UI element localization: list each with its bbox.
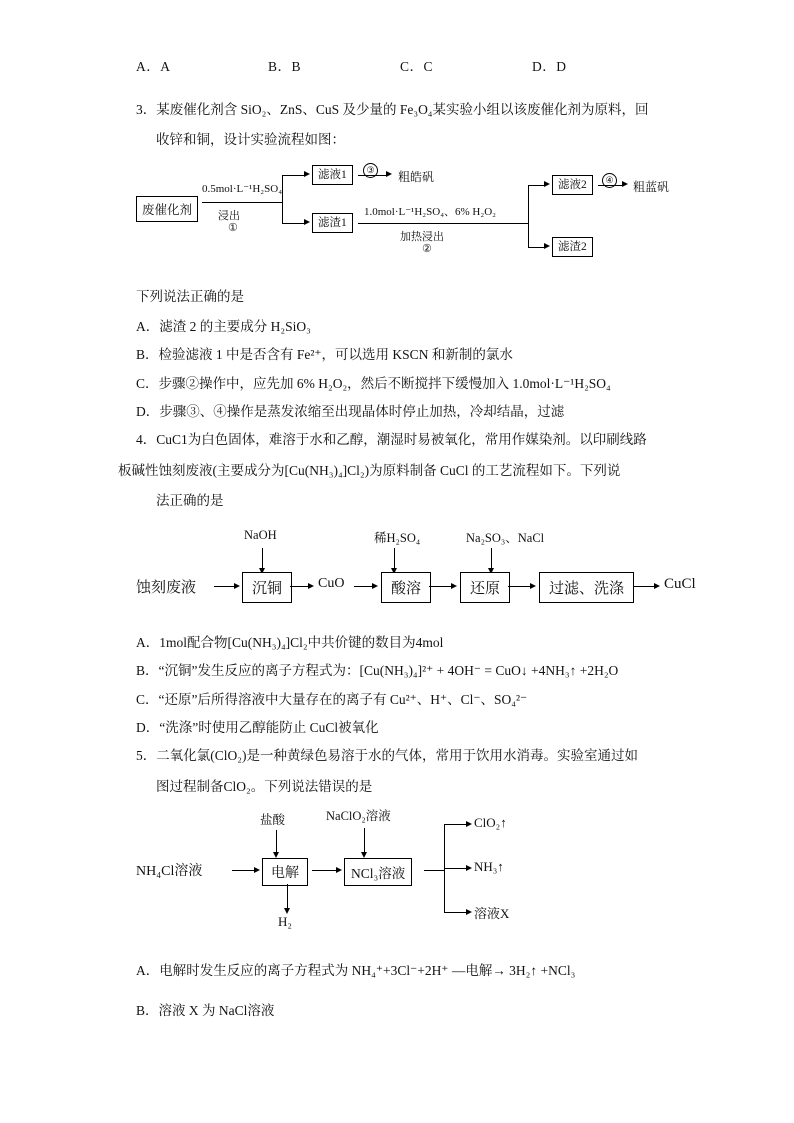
q5-reagent-naclo2: NaClO₂溶液 [326,809,391,823]
q4-mid-label: CuO [318,576,345,592]
question-3-stem-line2: 收锌和铜，设计实验流程如图： [156,132,345,148]
q5-start-label: NH₄Cl溶液 [136,864,203,879]
q3-choice-c: C．步骤②操作中，应先加 6% H₂O₂，然后不断搅拌下缓慢加入 1.0mol·L⁻¹H₂SO₄ [136,375,611,391]
q5-output-nh3: NH₃↑ [474,859,504,874]
q4-choice-d: D．“洗涤”时使用乙醇能防止 CuCl被氧化 [136,720,379,736]
q3-reagent1-bottom: 浸出 [218,209,240,222]
question-5-stem [136,743,722,769]
option-a: A．A [136,59,171,74]
question-3-number: 3． [136,102,157,117]
q4-step-1: 沉铜 [242,572,292,603]
question-5-stem-line1: 二氧化氯(ClO₂)是一种黄绿色易溶于水的气体，常用于饮用水消毒。实验室通过如 [156,748,638,764]
q4-choice-b: B．“沉铜”发生反应的离子方程式为：[Cu(NH₃)₄]²⁺ + 4OH⁻ = CuO↓ +4NH₃↑ +2H₂O [136,663,619,679]
question-3-prompt: 下列说法正确的是 [136,288,244,304]
q3-product1-number: ③ [363,162,378,180]
q5-choice-a [136,958,722,984]
q5-choice-a-text: A．电解时发生反应的离子方程式为 NH₄⁺+3Cl⁻+2H⁺ —电解→ 3H₂↑ +NCl₃ [136,963,576,978]
q4-step-4: 过滤、洗涤 [539,572,634,603]
q5-choice-b: B．溶液 X 为 NaCl溶液 [136,1003,275,1019]
q3-choice-a: A．滤渣 2 的主要成分 H₂SiO₃ [136,318,311,334]
q4-step-2: 酸溶 [381,572,431,603]
question-3-stem [136,97,722,123]
question-4-stem [136,427,722,453]
q5-flow-diagram [136,806,722,946]
q5-byproduct-h2: H₂ [278,914,292,929]
option-d: D．D [532,59,567,74]
q3-reagent2-number: ② [422,242,432,255]
q3-choice-d: D．步骤③、④操作是蒸发浓缩至出现晶体时停止加热，冷却结晶，过滤 [136,403,565,419]
question-5-stem-line2: 图过程制备ClO₂。下列说法错误的是 [156,778,373,794]
options-row [136,55,722,75]
question-5-number: 5． [136,748,157,764]
q3-filtrate2-box: 滤液2 [552,175,593,195]
q3-filtrate1-box: 滤液1 [312,165,353,185]
q4-choice-c: C．“还原”后所得溶液中大量存在的离子有 Cu²⁺、H⁺、Cl⁻、SO₄²⁻ [136,691,528,707]
q3-residue2-box: 滤渣2 [552,237,593,257]
q3-reagent1-number: ① [228,221,238,234]
q3-flow-diagram [136,160,722,272]
q3-product1-label: 粗皓矾 [398,169,435,184]
q4-step-3: 还原 [460,572,510,603]
question-3-stem-line1: 某废催化剂含 SiO₂、ZnS、CuS 及少量的 Fe₃O₄某实验小组以该废催化剂为原料，回 [156,102,649,117]
question-4-stem-line2: 板碱性蚀刻废液(主要成分为[Cu(NH₃)₄]Cl₂)为原料制备 CuCl 的工艺流程如下。下列说 [118,462,621,478]
q4-choice-a: A．1mol配合物[Cu(NH₃)₄]Cl₂中共价键的数目为4mol [136,635,444,651]
q3-product2-number: ④ [602,172,617,190]
q3-reagent2-top: 1.0mol·L⁻¹H₂SO₄、6% H₂O₂ [364,205,496,218]
q4-start-label: 蚀刻废液 [136,580,197,597]
q3-reagent2-bottom: 加热浸出 [400,230,444,243]
q5-step-ncl3: NCl₃溶液 [344,858,412,886]
option-c: C．C [400,59,434,74]
q5-output-x: 溶液X [474,906,510,921]
q3-residue1-box: 滤渣1 [312,213,353,233]
q5-step-electrolysis: 电解 [262,858,308,886]
option-b: B．B [268,59,302,74]
q3-product2-label: 粗蓝矾 [633,179,670,194]
q3-start-box: 废催化剂 [136,196,198,222]
q4-reagent-h2so4: 稀H₂SO₄ [374,531,421,546]
q5-output-clo2: ClO₂↑ [474,815,507,830]
q3-choice-b: B．检验滤液 1 中是否含有 Fe²⁺，可以选用 KSCN 和新制的氯水 [136,347,513,363]
question-4-stem-line1: CuC1为白色固体，难溶于水和乙醇，潮湿时易被氧化，常用作媒染剂。以印刷线路 [156,432,647,448]
q4-reagent-naoh: NaOH [244,528,277,543]
q3-reagent1-top: 0.5mol·L⁻¹H₂SO₄ [202,182,283,195]
q5-reagent-hcl: 盐酸 [260,813,286,827]
q4-reagent-na2so3-nacl: Na₂SO₃、NaCl [466,531,545,546]
question-4-number: 4． [136,432,157,448]
question-4-stem-line3: 法正确的是 [156,492,224,508]
q4-end-label: CuCl [664,576,696,593]
q4-flow-diagram [136,524,722,620]
